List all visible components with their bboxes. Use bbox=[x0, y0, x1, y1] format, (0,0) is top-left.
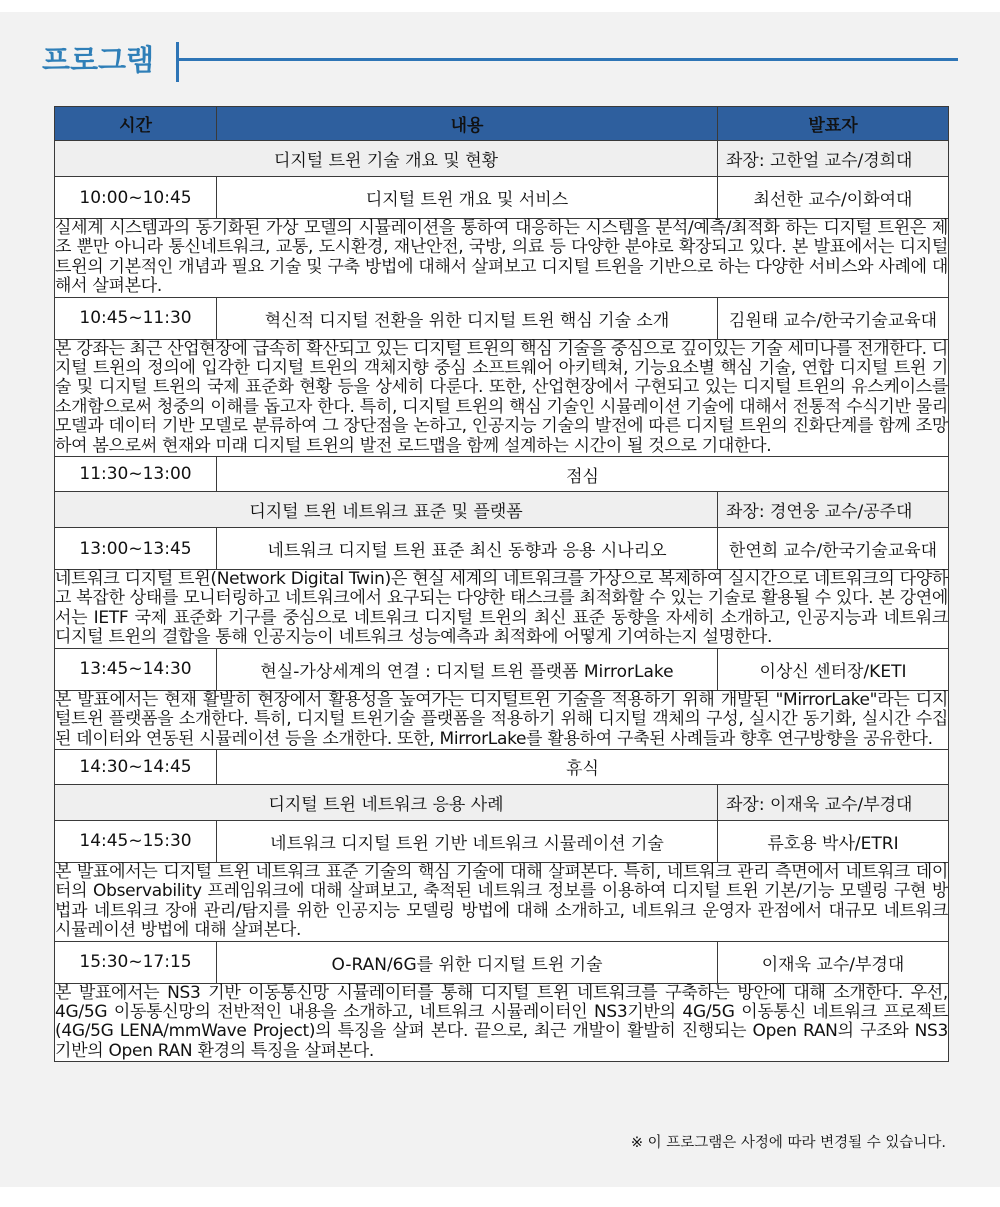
talk-row bbox=[55, 528, 949, 570]
title-divider-line bbox=[179, 58, 958, 61]
talk-row bbox=[55, 820, 949, 862]
talk-description: 본 발표에서는 디지털 트윈 네트워크 표준 기술의 핵심 기술에 대해 살펴본다. 특히, 네트워크 관리 측면에서 네트워크 데이터의 Observability 프레임워크에 대해 살펴보고, 축적된 네트워크 정보를 이용하여 디지털 트윈 기본/기능 모델링 구현 방법과 네트워크 장애 관리/탐지를 위한 인공지능 모델링 방법에 대해 소개하고, 네트워크 운영자 관점에서 대규모 네트워크 시뮬레이션 방법에 대해 살펴본다. bbox=[55, 861, 948, 941]
break-label: 점심 bbox=[217, 457, 949, 492]
talk-description: 본 강좌는 최근 산업현장에 급속히 확산되고 있는 디지털 트윈의 핵심 기술을 중심으로 깊이있는 기술 세미나를 전개한다. 디지털 트윈의 정의에 입각한 디지털 트윈의 객체지향 중심 소프트웨어 아키텍쳐, 기능요소별 핵심 기술, 연합 디지털 트윈 기술 및 디지털 트윈의 국제 표준화 현황 등을 상세히 다룬다. 또한, 산업현장에서 구현되고 있는 디지털 트윈의 유스케이스를 소개함으로써 청중의 이해를 돕고자 한다. 특히, 디지털 트윈의 핵심 기술인 시뮬레이션 기술에 대해서 전통적 수식기반 물리 모델과 데이터 기반 모델로 분류하여 그 장단점을 논하고, 인공지능 기술의 발전에 따른 디지털 트윈의 진화단계를 함께 조망하여 봄으로써 현재와 미래 디지털 트윈의 발전 로드맵을 함께 설계하는 시간이 될 것으로 기대한다. bbox=[55, 338, 948, 456]
session-row bbox=[55, 141, 949, 177]
program-table bbox=[54, 106, 949, 1062]
session-chair: 좌장: 이재욱 교수/부경대 bbox=[718, 784, 949, 820]
break-row bbox=[55, 749, 949, 784]
talk-description-row bbox=[55, 219, 949, 298]
talk-speaker: 류호용 박사/ETRI bbox=[718, 820, 949, 862]
page-title: 프로그램 bbox=[42, 43, 155, 77]
talk-speaker: 이재욱 교수/부경대 bbox=[718, 941, 949, 983]
session-title: 디지털 트윈 기술 개요 및 현황 bbox=[55, 141, 718, 177]
talk-title: 현실-가상세계의 연결 : 디지털 트윈 플랫폼 MirrorLake bbox=[217, 648, 718, 690]
talk-title: O-RAN/6G를 위한 디지털 트윈 기술 bbox=[217, 941, 718, 983]
table-header-row bbox=[55, 107, 949, 141]
session-chair: 좌장: 고한얼 교수/경희대 bbox=[718, 141, 949, 177]
title-bar bbox=[42, 38, 958, 84]
talk-speaker: 한연희 교수/한국기술교육대 bbox=[718, 528, 949, 570]
talk-time: 10:45~11:30 bbox=[55, 297, 217, 339]
break-time: 14:30~14:45 bbox=[55, 749, 217, 784]
title-divider-vertical bbox=[176, 42, 179, 82]
header-time: 시간 bbox=[55, 107, 217, 141]
talk-row bbox=[55, 297, 949, 339]
break-row bbox=[55, 457, 949, 492]
talk-time: 14:45~15:30 bbox=[55, 820, 217, 862]
talk-description: 실세계 시스템과의 동기화된 가상 모델의 시뮬레이션을 통하여 대응하는 시스템을 분석/예측/최적화 하는 디지털 트윈은 제조 뿐만 아니라 통신네트워크, 교통, 도시환경, 재난안전, 국방, 의료 등 다양한 분야로 확장되고 있다. 본 발표에서는 디지털 트윈의 기본적인 개념과 필요 기술 및 구축 방법에 대해서 살펴보고 디지털 트윈을 기반으로 하는 다양한 서비스와 사례에 대해서 살펴본다. bbox=[55, 218, 948, 297]
talk-title: 디지털 트윈 개요 및 서비스 bbox=[217, 177, 718, 219]
session-title: 디지털 트윈 네트워크 응용 사례 bbox=[55, 784, 718, 820]
footnote: ※ 이 프로그램은 사정에 따라 변경될 수 있습니다. bbox=[630, 1135, 946, 1151]
talk-title: 혁신적 디지털 전환을 위한 디지털 트윈 핵심 기술 소개 bbox=[217, 297, 718, 339]
session-title: 디지털 트윈 네트워크 표준 및 플랫폼 bbox=[55, 492, 718, 528]
talk-row bbox=[55, 941, 949, 983]
talk-description: 본 발표에서는 NS3 기반 이동통신망 시뮬레이터를 통해 디지털 트윈 네트워크를 구축하는 방안에 대해 소개한다. 우선, 4G/5G 이동통신망의 전반적인 내용을 소개하고, 네트워크 시뮬레이터인 NS3기반의 4G/5G 이동통신 네트워크 프로젝트 (4G/5G LENA/mmWave Project)의 특징을 살펴 본다. 끝으로, 최근 개발이 활발히 진행되는 Open RAN의 구조와 NS3 기반의 Open RAN 환경의 특징을 살펴본다. bbox=[55, 982, 948, 1061]
talk-row bbox=[55, 648, 949, 690]
talk-description: 본 발표에서는 현재 활발히 현장에서 활용성을 높여가는 디지털트윈 기술을 적용하기 위해 개발된 "MirrorLake"라는 디지털트윈 플랫폼을 소개한다. 특히, 디지털 트윈기술 플랫폼을 적용하기 위해 디지털 객체의 구성, 실시간 동기화, 실시간 수집된 데이터와 연동된 시뮬레이션 등을 소개한다. 또한, MirrorLake를 활용하여 구축된 사례들과 향후 연구방향을 공유한다. bbox=[55, 689, 948, 749]
talk-row bbox=[55, 177, 949, 219]
talk-title: 네트워크 디지털 트윈 기반 네트워크 시뮬레이션 기술 bbox=[217, 820, 718, 862]
talk-description-row bbox=[55, 690, 949, 749]
talk-description-row bbox=[55, 570, 949, 649]
talk-title: 네트워크 디지털 트윈 표준 최신 동향과 응용 시나리오 bbox=[217, 528, 718, 570]
session-chair: 좌장: 경연웅 교수/공주대 bbox=[718, 492, 949, 528]
talk-speaker: 최선한 교수/이화여대 bbox=[718, 177, 949, 219]
header-speaker: 발표자 bbox=[718, 107, 949, 141]
talk-speaker: 이상신 센터장/KETI bbox=[718, 648, 949, 690]
talk-description-row bbox=[55, 983, 949, 1062]
talk-description: 네트워크 디지털 트윈(Network Digital Twin)은 현실 세계의 네트워크를 가상으로 복제하여 실시간으로 네트워크의 다양하고 복잡한 상태를 모니터링하고 네트워크에서 요구되는 다양한 태스크를 최적화할 수 있는 기술로 활용될 수 있다. 본 강연에서는 IETF 국제 표준화 기구를 중심으로 네트워크 디지털 트윈의 최신 표준 동향을 자세히 소개하고, 인공지능과 네트워크 디지털 트윈의 결합을 통해 인공지능이 네트워크 성능예측과 최적화에 어떻게 기여하는지 설명한다. bbox=[55, 569, 948, 648]
talk-time: 10:00~10:45 bbox=[55, 177, 217, 219]
header-content: 내용 bbox=[217, 107, 718, 141]
break-time: 11:30~13:00 bbox=[55, 457, 217, 492]
talk-time: 13:45~14:30 bbox=[55, 648, 217, 690]
session-row bbox=[55, 784, 949, 820]
talk-time: 15:30~17:15 bbox=[55, 941, 217, 983]
break-label: 휴식 bbox=[217, 749, 949, 784]
talk-description-row bbox=[55, 339, 949, 456]
session-row bbox=[55, 492, 949, 528]
talk-description-row bbox=[55, 862, 949, 941]
talk-time: 13:00~13:45 bbox=[55, 528, 217, 570]
talk-speaker: 김원태 교수/한국기술교육대 bbox=[718, 297, 949, 339]
